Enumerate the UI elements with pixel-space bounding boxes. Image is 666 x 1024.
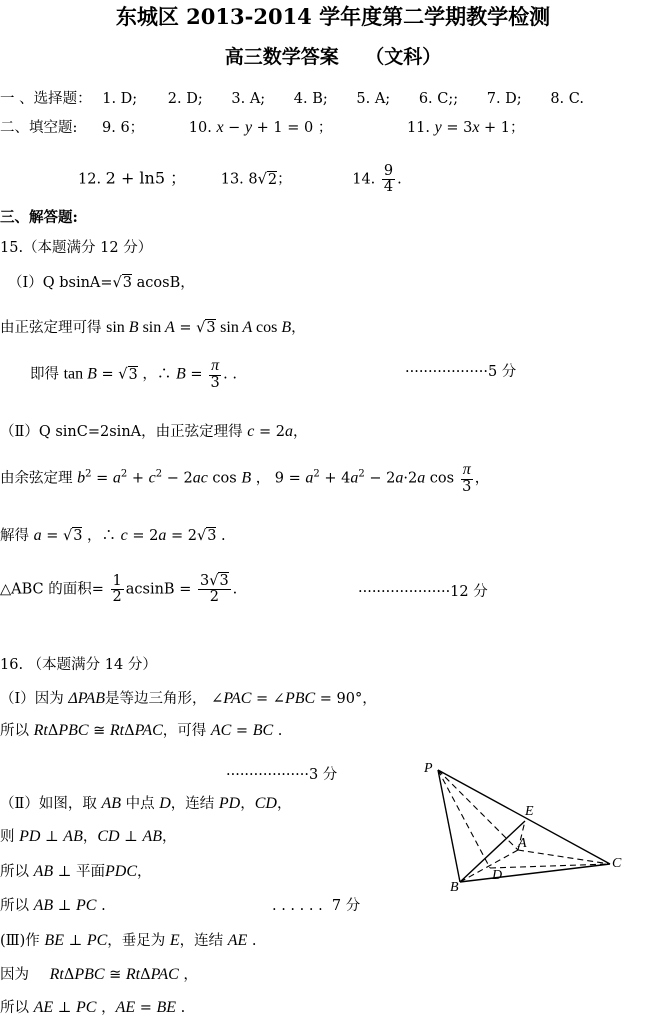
section3-label: 三、解答题: (0, 209, 78, 226)
multiple-choice-answers (0, 92, 584, 107)
answer-10-number: 10. (188, 120, 212, 136)
p16-part2-link: ，连结 (170, 796, 215, 812)
problem-16-title: 16. （本题满分 14 分） (0, 657, 157, 673)
p16-perp-line: 则 PD ⊥ AB，CD ⊥ AB， (0, 828, 177, 845)
area-mid: acsinB = (125, 581, 192, 598)
answer-2: 2. D; (167, 91, 203, 107)
p16-part1-mid: 是等边三角形， (105, 691, 207, 707)
get-tan-label: 即得 (30, 366, 59, 383)
p16-so-label-2: 所以 (0, 864, 29, 880)
fill-in-line-2: 12. 2 + ln5 ； 13. 8√2； 14. $\frac{9}{4}$ . (78, 163, 402, 196)
law-of-cosines-label: 由余弦定理 (0, 470, 73, 487)
p16-part2-mid: 中点 (125, 796, 155, 812)
label-a: A (518, 836, 527, 851)
p16-so1-mid: ，可得 (162, 723, 207, 739)
answer-6: 6. C;; (418, 91, 459, 107)
area-label: △ABC 的面积= (0, 581, 104, 598)
p16-because-line: 因为 RtΔPBC ≅ RtΔPAC ， (0, 966, 198, 983)
p16-part3-line: (Ⅲ)作 BE ⊥ PC，垂足为 E，连结 AE . (0, 932, 257, 949)
answer-3: 3. A; (231, 91, 266, 107)
because-label: 因为 (0, 967, 29, 983)
p16-so-label-3: 所以 (0, 898, 29, 914)
answer-4: 4. B; (293, 91, 328, 107)
p16-part2-label: （Ⅱ）如图，取 (0, 796, 97, 812)
p16-ab-perp-pc: 所以 AB ⊥ PC . (0, 897, 106, 914)
p16-so-label-4: 所以 (0, 1000, 29, 1016)
label-d: D (492, 868, 503, 883)
p16-part3-foot: ，垂足为 (107, 933, 166, 949)
answer-9: 9. 6； (102, 120, 145, 136)
answer-1: 1. D; (102, 91, 138, 107)
answer-14-number: 14. (352, 171, 376, 188)
section2-label: 二、填空题: (0, 120, 78, 136)
p15-part2-line: （Ⅱ）Q sinC=2sinA，由正弦定理得 c = 2a， (0, 423, 308, 440)
answer-14-fraction: $\frac{9}{4}$ (383, 163, 394, 196)
p16-so-label-1: 所以 (0, 723, 29, 739)
p16-then-label: 则 (0, 829, 15, 845)
p15-score-5: ··················5 分 (405, 364, 517, 380)
p15-part1-label: （Ⅰ）Q bsinA= (8, 275, 113, 291)
answer-7: 7. D; (486, 91, 522, 107)
answer-12-value: 2 + ln5 ； (105, 168, 187, 188)
p16-score-3: ··················3 分 (226, 767, 338, 783)
p16-ae-line: 所以 AE ⊥ PC ，AE = BE . (0, 999, 186, 1016)
p16-part3-link: ，连结 (179, 933, 224, 949)
label-e: E (525, 804, 534, 819)
p15-area-line: △ABC 的面积= $\frac{1}{2}$ acsinB = $\frac{3√3}{2}$ . (0, 573, 238, 606)
answer-8: 8. C. (550, 91, 584, 107)
document-subtitle: 高三数学答案 （文科） (224, 46, 442, 68)
answer-13-number: 13. (220, 171, 244, 188)
p15-law-of-sines: 由正弦定理可得 sin B sin A = √3 sin A cos B， (0, 319, 306, 336)
label-b: B (450, 880, 459, 894)
tetrahedron-figure (420, 758, 630, 894)
p15-part1-line: （Ⅰ）Q bsinA=√3 acosB， (8, 275, 195, 291)
p15-part1-tail: acosB， (136, 275, 195, 291)
label-p: P (424, 761, 433, 776)
answer-12-number: 12. (78, 171, 102, 188)
plane-label: 平面 (76, 864, 106, 880)
p16-part1-label: （Ⅰ）因为 (0, 691, 64, 707)
fill-in-line-1: 二、填空题: 9. 6； 10. x − y + 1 = 0 ； 11. y = 3x + 1； (0, 119, 525, 136)
answer-5: 5. A; (356, 91, 391, 107)
p15-part2-label: （Ⅱ）Q sinC=2sinA，由正弦定理得 (0, 424, 243, 440)
p16-score-7: . . . . . . 7 分 (272, 898, 361, 914)
p15-score-12: ····················12 分 (358, 584, 488, 600)
p15-tan-line: 即得 tan B = √3 ，∴ B = $\frac{\pi}{3}$ . . (30, 357, 237, 391)
section1-label: 一 、选择题： (0, 91, 92, 107)
p16-part2-line: （Ⅱ）如图，取 AB 中点 D，连结 PD，CD， (0, 795, 292, 812)
problem-15-title: 15.（本题满分 12 分） (0, 240, 153, 256)
p16-part3-label: (Ⅲ)作 (0, 933, 40, 949)
law-of-sines-label: 由正弦定理可得 (0, 320, 102, 336)
p16-part1-line: （Ⅰ）因为 ΔPAB是等边三角形， ∠PAC = ∠PBC = 90°， (0, 690, 377, 707)
solve-label: 解得 (0, 528, 29, 544)
p16-congruent-line: 所以 RtΔPBC ≅ RtΔPAC，可得 AC = BC . (0, 722, 283, 739)
label-c: C (612, 856, 622, 871)
p15-law-of-cosines: 由余弦定理 $b^2 = a^2 + c^2 - 2ac$ cos B ， $9 = a^2 + 4a^2 - 2a\cdot 2a$ cos $\frac{\pi}{3}$ ， (0, 461, 490, 495)
edge-pb (438, 770, 460, 882)
p16-plane-line: 所以 AB ⊥ 平面PDC， (0, 863, 152, 880)
document-title: 东城区 2013-2014 学年度第二学期教学检测 (115, 4, 551, 29)
answer-11-number: 11. (406, 120, 431, 136)
p15-solve-line: 解得 a = √3 ，∴ c = 2a = 2√3 . (0, 527, 226, 544)
